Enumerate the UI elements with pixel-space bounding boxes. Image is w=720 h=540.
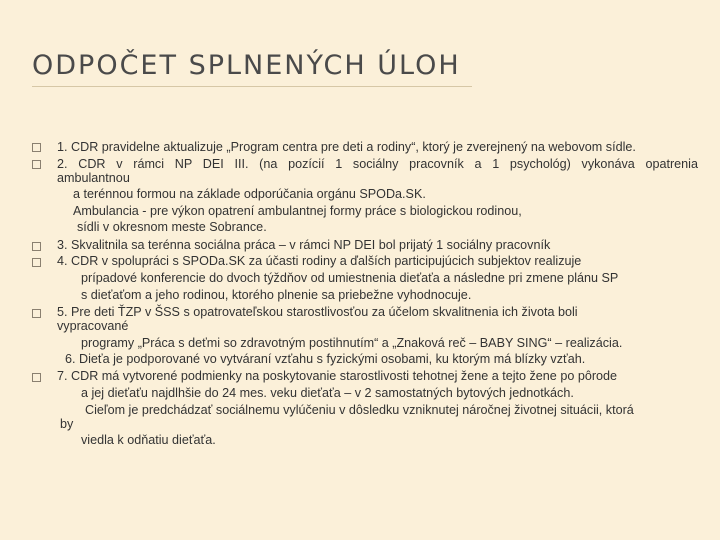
text-line: 6. Dieťa je podporované vo vytváraní vzťahu s fyzickými osobami, ku ktorým má blízky vzťah. (65, 352, 586, 366)
bullet-icon (32, 309, 41, 318)
text-line: by (60, 417, 74, 431)
text-line: viedla k odňatiu dieťaťa. (81, 433, 216, 447)
text-line: 2. CDR v rámci NP DEI III. (na pozícií 1 sociálny pracovník a 1 psychológ) vykonáva opatrenia (57, 157, 698, 171)
bullet-icon (32, 373, 41, 382)
text-line: 1. CDR pravidelne aktualizuje „Program centra pre deti a rodiny“, ktorý je zverejnený na webovom sídle. (57, 140, 636, 154)
text-line: s dieťaťom a jeho rodinou, ktorého plnenie sa priebežne vyhodnocuje. (81, 288, 472, 302)
text-line: 5. Pre deti ŤZP v ŠSS s opatrovateľskou starostlivosťou za účelom skvalitnenia ich života boli (57, 305, 578, 319)
text-line: 4. CDR v spolupráci s SPODa.SK za účasti rodiny a ďalších participujúcich subjektov realizuje (57, 254, 582, 268)
text-line: prípadové konferencie do dvoch týždňov od umiestnenia dieťaťa a následne pri zmene plánu SP (81, 271, 619, 285)
text-line: ambulantnou (57, 171, 130, 185)
text-line: a jej dieťaťu najdlhšie do 24 mes. veku dieťaťa – v 2 samostatných bytových jednotkách. (81, 386, 574, 400)
text-line: sídli v okresnom meste Sobrance. (77, 220, 267, 234)
title-underline (32, 86, 472, 87)
text-line: vypracované (57, 319, 129, 333)
text-line: programy „Práca s deťmi so zdravotným postihnutím“ a „Znaková reč – BABY SING“ – realizácia. (81, 336, 623, 350)
text-line: 3. Skvalitnila sa terénna sociálna práca – v rámci NP DEI bol prijatý 1 sociálny pracovník (57, 238, 551, 252)
bullet-icon (32, 143, 41, 152)
text-line: Ambulancia - pre výkon opatrení ambulantnej formy práce s biologickou rodinou, (73, 204, 522, 218)
text-line: a terénnou formou na základe odporúčania orgánu SPODa.SK. (73, 187, 426, 201)
bullet-icon (32, 258, 41, 267)
text-line: Cieľom je predchádzať sociálnemu vylúčeniu v dôsledku vzniknutej náročnej životnej situácii, ktorá (85, 403, 634, 417)
bullet-icon (32, 242, 41, 251)
page-title: ODPOČET SPLNENÝCH ÚLOH (32, 50, 461, 81)
text-line: 7. CDR má vytvorené podmienky na poskytovanie starostlivosti tehotnej žene a tejto žene po pôrode (57, 369, 618, 383)
bullet-icon (32, 160, 41, 169)
